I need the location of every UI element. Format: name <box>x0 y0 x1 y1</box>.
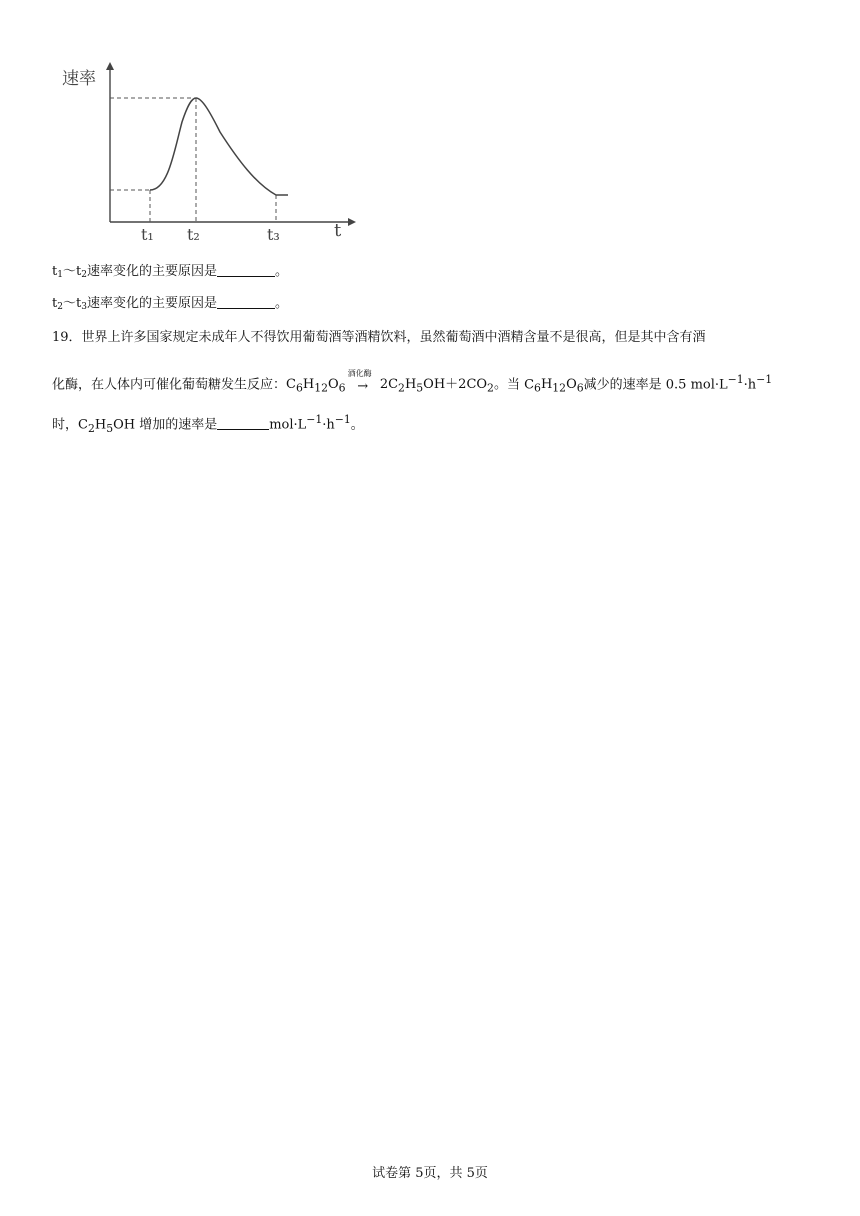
y-axis-label: 速率 <box>62 69 96 89</box>
text: 减少的速率是 0.5 mol·L <box>583 377 728 393</box>
x-axis-arrow <box>348 218 356 226</box>
question-number: 19． <box>52 330 82 345</box>
formula-products: $2C_2H_5OH+2CO_2$。 <box>379 377 507 395</box>
text: 时，C <box>52 417 88 433</box>
rate-time-graph <box>50 52 360 248</box>
unit-exp: −1 <box>306 413 323 426</box>
text: 。 <box>274 264 288 279</box>
answer-blank-2[interactable] <box>217 294 275 309</box>
unit-exp: −1 <box>756 373 773 386</box>
text: 世界上许多国家规定未成年人不得饮用葡萄酒等酒精饮料，虽然葡萄酒中酒精含量不是很高，但是其中含有酒 <box>81 330 706 345</box>
text: mol·L <box>269 417 307 433</box>
text: OH 增加的速率是 <box>113 417 218 433</box>
tick-t1: t₁ <box>141 225 154 244</box>
text: t <box>52 296 58 311</box>
q19-line-2 <box>52 370 812 399</box>
unit-exp: −1 <box>727 373 744 386</box>
unit-text: ·h <box>743 377 757 393</box>
unit-exp: −1 <box>334 413 351 426</box>
text: 化酶，在人体内可催化葡萄糖发生反应： <box>52 377 287 393</box>
text: 。 <box>350 417 364 433</box>
tick-t2: t₂ <box>187 225 200 244</box>
q19-line-3 <box>52 410 812 439</box>
y-axis-arrow <box>106 62 114 70</box>
answer-blank-1[interactable] <box>217 262 275 277</box>
text: 速率变化的主要原因是 <box>86 264 217 279</box>
text: 。 <box>274 296 288 311</box>
answer-blank-3[interactable] <box>217 415 269 430</box>
text: 当 C <box>506 377 535 393</box>
subscript: 2 <box>57 302 63 312</box>
text: ～t <box>62 296 82 311</box>
text: ～t <box>62 264 82 279</box>
formula-glucose-2: $_6H_{12}O_6$ <box>534 377 584 395</box>
unit-text: ·h <box>322 417 335 433</box>
subscript: 1 <box>57 270 63 280</box>
formula-glucose: $C_6H_{12}O_6$ <box>286 377 346 395</box>
text: 速率变化的主要原因是 <box>86 296 217 311</box>
q19-line-1 <box>52 328 812 348</box>
subscript: 5 <box>106 421 114 435</box>
reaction-arrow: 酒化酶 → <box>350 377 376 397</box>
text: t <box>52 264 58 279</box>
x-axis-label: t <box>334 220 342 241</box>
catalyst-label: 酒化酶 <box>347 369 372 379</box>
subscript: 3 <box>81 302 87 312</box>
q18-line-1 <box>52 262 288 285</box>
rate-curve-svg <box>50 52 360 248</box>
subscript: 2 <box>87 421 95 435</box>
subscript: 2 <box>81 270 87 280</box>
rate-curve <box>150 98 288 195</box>
tick-t3: t₃ <box>267 225 280 244</box>
page-footer: 试卷第 5页，共 5页 <box>372 1166 488 1181</box>
q18-line-2 <box>52 294 288 317</box>
text: H <box>94 417 107 433</box>
